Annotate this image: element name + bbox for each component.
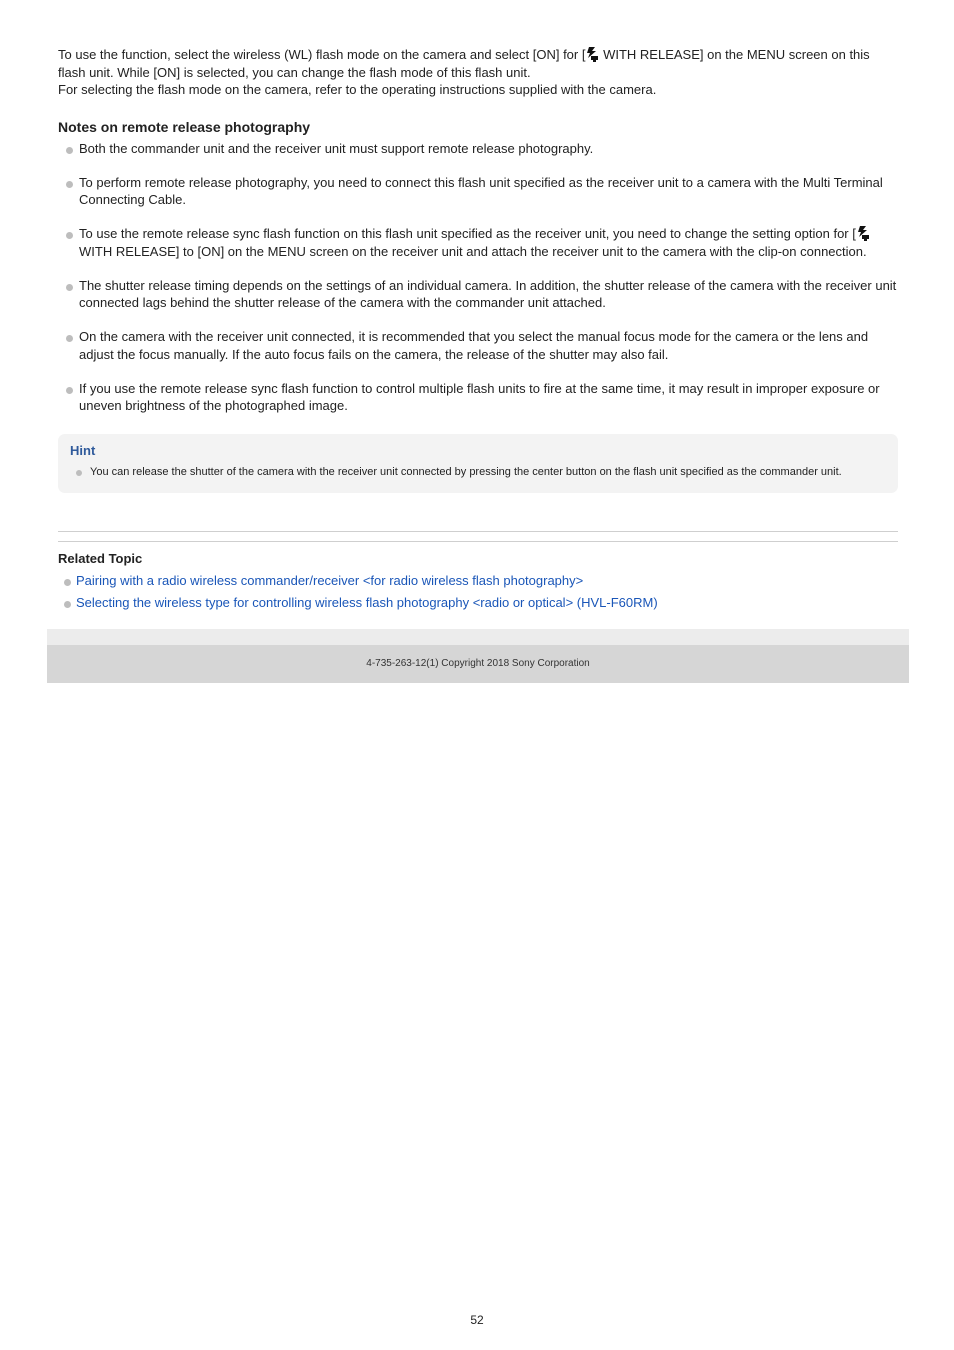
flash-with-release-icon — [856, 226, 869, 241]
note-item: To perform remote release photography, you need to connect this flash unit specified as the receiver unit to a camera with the Multi Terminal Connecting Cable. — [58, 174, 898, 209]
bullet-icon — [64, 579, 71, 586]
bullet-icon — [66, 181, 73, 188]
note-item: To use the remote release sync flash function on this flash unit specified as the receiver unit, you need to change the setting option for [ WITH RELEASE] to [ON] on the MENU screen on the receiver unit and attach the receiver unit to the camera with the clip-on connection. — [58, 225, 898, 260]
notes-list — [58, 140, 898, 415]
copyright-text: 4-735-263-12(1) Copyright 2018 Sony Corporation — [366, 658, 590, 669]
intro-line-2: For selecting the flash mode on the camera, refer to the operating instructions supplied with the camera. — [58, 82, 657, 97]
footer-strip — [47, 629, 909, 645]
main-content — [58, 46, 898, 493]
hint-item: You can release the shutter of the camera with the receiver unit connected by pressing the center button on the flash unit specified as the commander unit. — [70, 465, 886, 479]
bullet-icon — [66, 284, 73, 291]
related-links — [58, 572, 898, 612]
divider — [58, 531, 898, 532]
bullet-icon — [64, 601, 71, 608]
note-item: The shutter release timing depends on the settings of an individual camera. In addition, the shutter release of the camera with the receiver unit connected lags behind the shutter release of the camera with the commander unit attached. — [58, 277, 898, 312]
related-link-wireless-type[interactable]: Selecting the wireless type for controlling wireless flash photography <radio or optical> (HVL-F60RM) — [76, 595, 658, 610]
bullet-icon — [66, 335, 73, 342]
page-number: 52 — [470, 1313, 484, 1327]
related-topic-section — [58, 550, 898, 616]
intro-line-1: To use the function, select the wireless (WL) flash mode on the camera and select [ON] for [ WITH RELEASE] on the MENU screen on this flash unit. While [ON] is selected, you can change the flash mode of this flash unit. — [58, 47, 870, 80]
related-link-item — [58, 572, 898, 590]
bullet-icon — [66, 232, 73, 239]
flash-with-release-icon — [585, 47, 598, 62]
bullet-icon — [66, 147, 73, 154]
hint-title: Hint — [70, 442, 96, 458]
related-link-item — [58, 594, 898, 612]
bullet-icon — [76, 470, 82, 476]
intro-paragraph — [58, 46, 898, 99]
notes-title: Notes on remote release photography — [58, 118, 311, 135]
note-item: Both the commander unit and the receiver unit must support remote release photography. — [58, 140, 898, 158]
footer — [47, 645, 909, 683]
hint-box — [58, 434, 898, 493]
divider — [58, 541, 898, 542]
bullet-icon — [66, 387, 73, 394]
note-item: If you use the remote release sync flash function to control multiple flash units to fire at the same time, it may result in improper exposure or uneven brightness of the photographed image. — [58, 380, 898, 415]
related-link-pairing[interactable]: Pairing with a radio wireless commander/receiver <for radio wireless flash photography> — [76, 573, 584, 588]
related-topic-title: Related Topic — [58, 551, 143, 566]
note-item: On the camera with the receiver unit connected, it is recommended that you select the manual focus mode for the camera or the lens and adjust the focus manually. If the auto focus fails on the camera, the release of the shutter may also fail. — [58, 328, 898, 363]
